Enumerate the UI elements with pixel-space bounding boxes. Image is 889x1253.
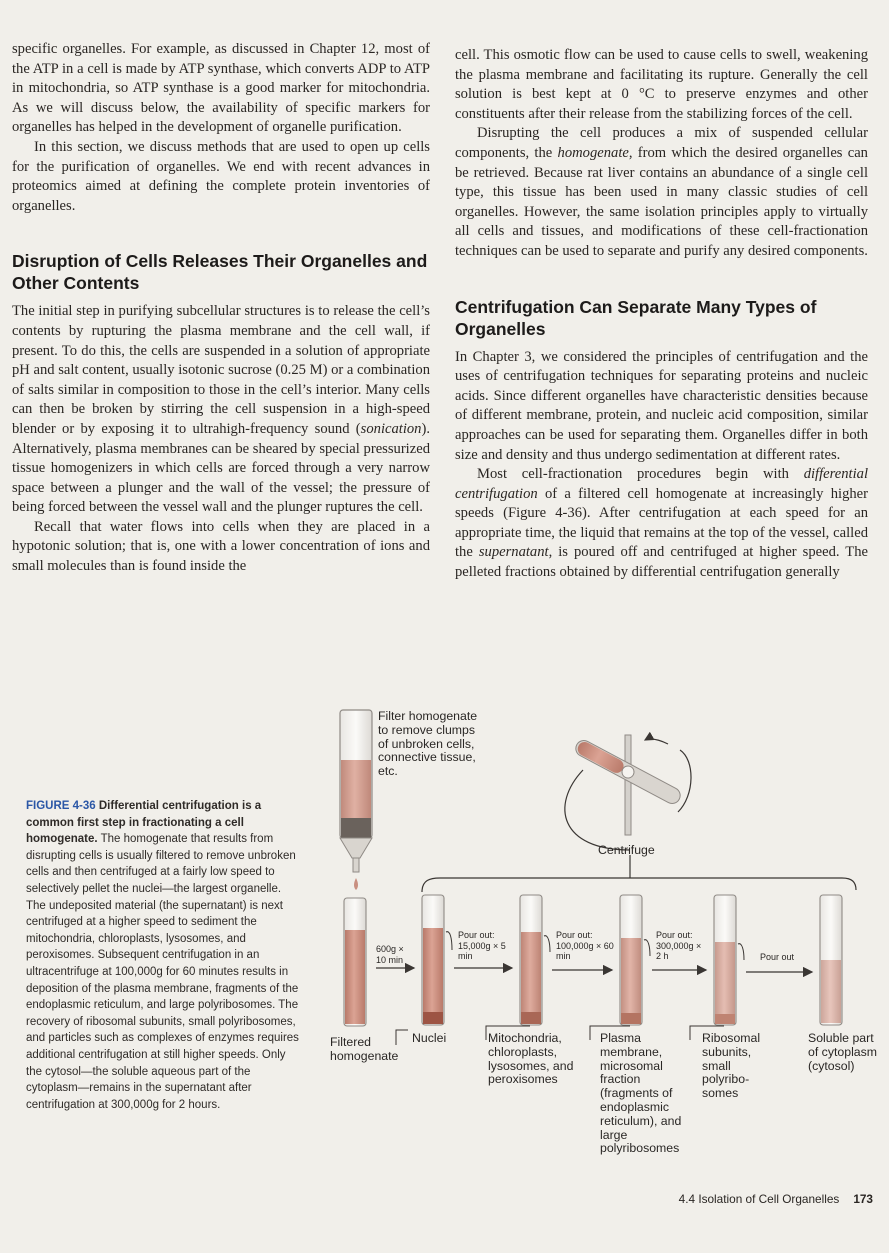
step-label: Pour out: [760, 952, 795, 962]
step-label: Pour out: 100,000g × 60 min: [556, 930, 614, 961]
centrifuge-label: Centrifuge: [598, 843, 655, 857]
fraction-label-ribosomal: Ribosomal subunits, small polyribo-somes: [702, 1031, 761, 1101]
paragraph: cell. This osmotic flow can be used to cause cells to swell, weakening the plasma membrane and facilitating its rupture. Generally the cell solution is best kept at 0 °C to preserve enzymes and other constituents after their release from the stabilizing forces of the cell.: [455, 47, 868, 122]
tube-filtered: [344, 898, 366, 1026]
paragraph: The initial step in purifying subcellular structures is to release the cell’s contents by rupturing the plasma membrane and the cell wall, if present. To do this, the cells are suspended in a solution of appropriate pH and salt content, usually isotonic sucrose (0.25 M) or a combination of salts similar in composition to those in the cell’s interior. Many cells can then be broken by stirring the cell suspension in a high-speed blender or by exposing it to ultrahigh-frequency sound (sonication). Alternatively, plasma membranes can be sheared by special pressurized tissue homogenizers in which cells are forced through a very narrow space between a plunger and the wall of the vessel; the pressure of being forced between the vessel wall and the plunger ruptures the cell.: [12, 303, 430, 516]
left-column: [12, 40, 430, 577]
figure-title: Differential centrifugation is a common first step in fractionating a cell homogenate.: [26, 800, 262, 846]
paragraph: In this section, we discuss methods that are used to open up cells for the purification of organelles. We end with recent advances in proteomics aimed at defining the complete protein inventories of organelles.: [12, 138, 430, 214]
fraction-label-soluble: Soluble part of cytoplasm (cytosol): [808, 1031, 878, 1073]
section-heading: Centrifugation Can Separate Many Types of Organelles: [455, 296, 817, 339]
paragraph: specific organelles. For example, as discussed in Chapter 12, most of the ATP in a cell is made by ATP synthase, which converts ADP to ATP in mitochondria, so ATP synthase is a good marker for mitochondria. As we will discuss below, the availability of specific markers for organelles has helped in the development of organelle purification.: [12, 41, 430, 136]
fraction-label-plasma: Plasma membrane, microsomal fraction (fragments of endoplasmic reticulum), and large polyribosomes: [600, 1031, 682, 1156]
tube-nuclei: [422, 895, 444, 1025]
filter-label: Filter homogenate to remove clumps of unbroken cells, connective tissue, etc.: [378, 709, 478, 779]
step-label: Pour out: 300,000g × 2 h: [656, 930, 702, 961]
paragraph: Most cell-fractionation procedures begin with differential centrifugation of a filtered cell homogenate at increasingly higher speeds (Figure 4-36). After centrifugation at each speed for an appropriate time, the liquid that remains at the top of the vessel, called the supernatant, is poured off and centrifuged at higher speed. The pelleted fractions obtained by differential centrifugation generally: [455, 466, 868, 581]
right-column: [455, 46, 868, 583]
figure-caption-body: The homogenate that results from disrupting cells is usually filtered to remove unbroken cells and then centrifuged at a fairly low speed to selectively pellet the nuclei—the largest organelle. The undeposited material (the supernatant) is next centrifuged at a higher speed to sediment the mitochondria, chloroplasts, lysosomes, and peroxisomes. Subsequent centrifugation in an ultracentrifuge at 100,000g for 60 minutes results in deposition of the plasma membrane, fragments of the endoplasmic reticulum, and large polyribosomes. The recovery of ribosomal subunits, small polyribosomes, and particles such as complexes of enzymes requires additional centrifugation at still higher speeds. Only the cytosol—the soluble aqueous part of the cytoplasm—remains in the supernatant after centrifugation at 300,000g for 2 hours.: [26, 833, 299, 1111]
figure-label: FIGURE 4-36: [26, 800, 96, 812]
fraction-label-nuclei: Nuclei: [412, 1031, 447, 1045]
section-heading: Disruption of Cells Releases Their Organelles and Other Contents: [12, 251, 428, 294]
step-label: Pour out: 15,000g × 5 min: [458, 930, 506, 961]
step-label: 600g × 10 min: [376, 944, 404, 965]
figure-caption: [26, 798, 301, 1113]
tube-plasma: [620, 895, 642, 1025]
running-section-title: 4.4 Isolation of Cell Organelles: [678, 1192, 840, 1206]
centrifuge: [565, 735, 691, 850]
tube-ribosomal: [714, 895, 736, 1025]
fraction-label-mitochondria: Mitochondria, chloroplasts, lysosomes, and peroxisomes: [488, 1031, 574, 1087]
tube-mitochondria: [520, 895, 542, 1025]
differential-centrifugation-figure: [300, 700, 889, 1180]
fraction-label-filtered: Filtered homogenate: [330, 1035, 399, 1063]
filter-tube: [340, 710, 372, 890]
page-number: 173: [853, 1192, 873, 1206]
paragraph: Disrupting the cell produces a mix of suspended cellular components, the homogenate, from which the desired organelles can be retrieved. Because rat liver contains an abundance of a single cell type, this tissue has been used in many classic studies of cell organelles. However, the same isolation principles apply to virtually all cells and tissues, and modifications of these cell-fractionation techniques can be used to separate and purify any desired components.: [455, 125, 868, 259]
paragraph: Recall that water flows into cells when they are placed in a hypotonic solution; that is, one with a lower concentration of ions and small molecules than is found inside the: [12, 518, 430, 575]
paragraph: In Chapter 3, we considered the principles of centrifugation and the uses of centrifugation techniques for separating proteins and nucleic acids. Since different organelles have characteristic densities because of different membrane, protein, and nucleic acid composition, similar approaches can be used for separating them. Organelles differ in both size and density and thus undergo sedimentation at different rates.: [455, 348, 868, 463]
page-footer: [679, 1192, 873, 1206]
tube-soluble: [820, 895, 842, 1025]
